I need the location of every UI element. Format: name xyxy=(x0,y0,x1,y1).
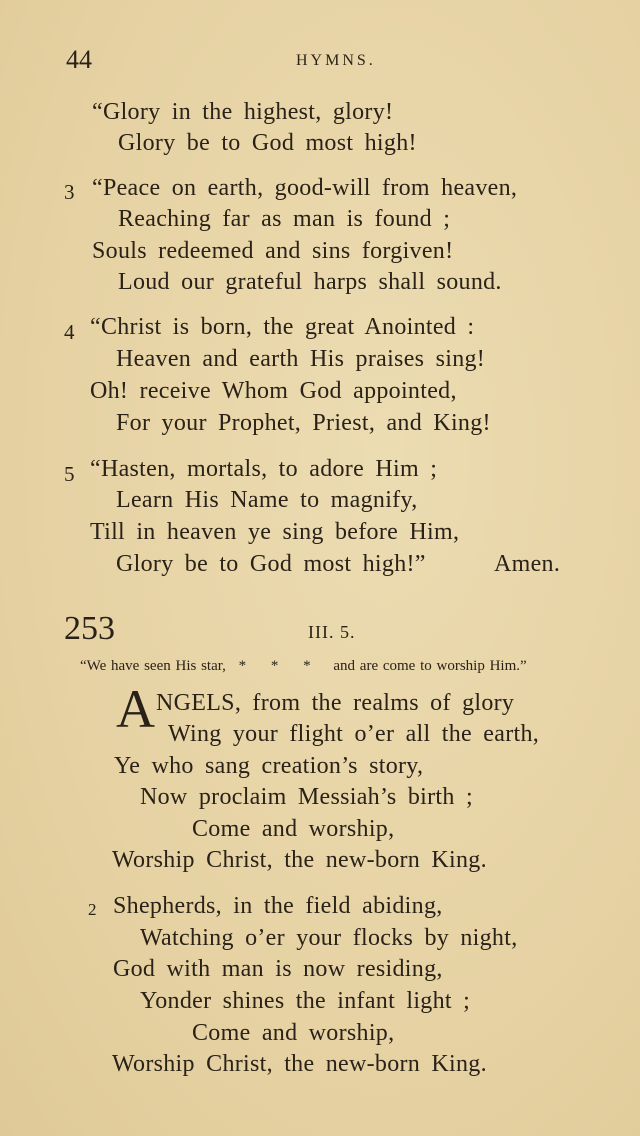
amen: Amen. xyxy=(494,551,561,577)
verse-number: 3 xyxy=(64,180,75,204)
running-title: HYMNS. xyxy=(296,52,376,69)
verse-line: “Peace on earth, good-will from heaven, xyxy=(92,175,518,201)
refrain-line: “Glory in the highest, glory! xyxy=(92,99,394,125)
drop-cap: A xyxy=(116,679,155,739)
verse-line: Heaven and earth His praises sing! xyxy=(116,346,486,372)
verse-line: “Christ is born, the great Anointed : xyxy=(90,314,475,340)
verse-number: 2 xyxy=(88,900,97,919)
verse-line: Reaching far as man is found ; xyxy=(118,206,451,232)
verse-line: God with man is now residing, xyxy=(113,956,443,982)
verse-line: Learn His Name to magnify, xyxy=(116,487,418,513)
epigraph-stars: * * * xyxy=(238,658,321,674)
verse-line: Yonder shines the infant light ; xyxy=(140,988,471,1014)
verse-number: 5 xyxy=(64,462,75,486)
verse-line: Wing your flight o’er all the earth, xyxy=(168,721,540,747)
verse-line: Till in heaven ye sing before Him, xyxy=(90,519,460,545)
verse-line: Now proclaim Messiah’s birth ; xyxy=(140,784,473,810)
hymn-number: 253 xyxy=(64,610,115,647)
verse-line: Shepherds, in the field abiding, xyxy=(113,893,443,919)
refrain-line: Glory be to God most high! xyxy=(118,130,417,156)
verse-line: “Hasten, mortals, to adore Him ; xyxy=(90,456,438,482)
verse-line: NGELS, from the realms of glory xyxy=(156,690,515,716)
verse-line: Watching o’er your flocks by night, xyxy=(140,925,518,951)
epigraph-after: and are come to worship Him.” xyxy=(333,658,527,674)
verse-line: For your Prophet, Priest, and King! xyxy=(116,410,491,436)
verse-line: Come and worship, xyxy=(192,1020,395,1046)
verse-line: Souls redeemed and sins forgiven! xyxy=(92,238,454,264)
epigraph xyxy=(80,658,527,675)
verse-line: Come and worship, xyxy=(192,816,395,842)
verse-number: 4 xyxy=(64,320,75,344)
verse-line: Worship Christ, the new-born King. xyxy=(112,847,487,873)
verse-line: Glory be to God most high!” xyxy=(116,551,426,577)
verse-line: Ye who sang creation’s story, xyxy=(114,753,424,779)
verse-line: Loud our grateful harps shall sound. xyxy=(118,269,502,295)
epigraph-before: “We have seen His star, xyxy=(80,658,226,674)
verse-line: Worship Christ, the new-born King. xyxy=(112,1051,487,1077)
verse-line: Oh! receive Whom God appointed, xyxy=(90,378,457,404)
page-number: 44 xyxy=(66,45,92,74)
hymn-reference: III. 5. xyxy=(308,622,356,642)
